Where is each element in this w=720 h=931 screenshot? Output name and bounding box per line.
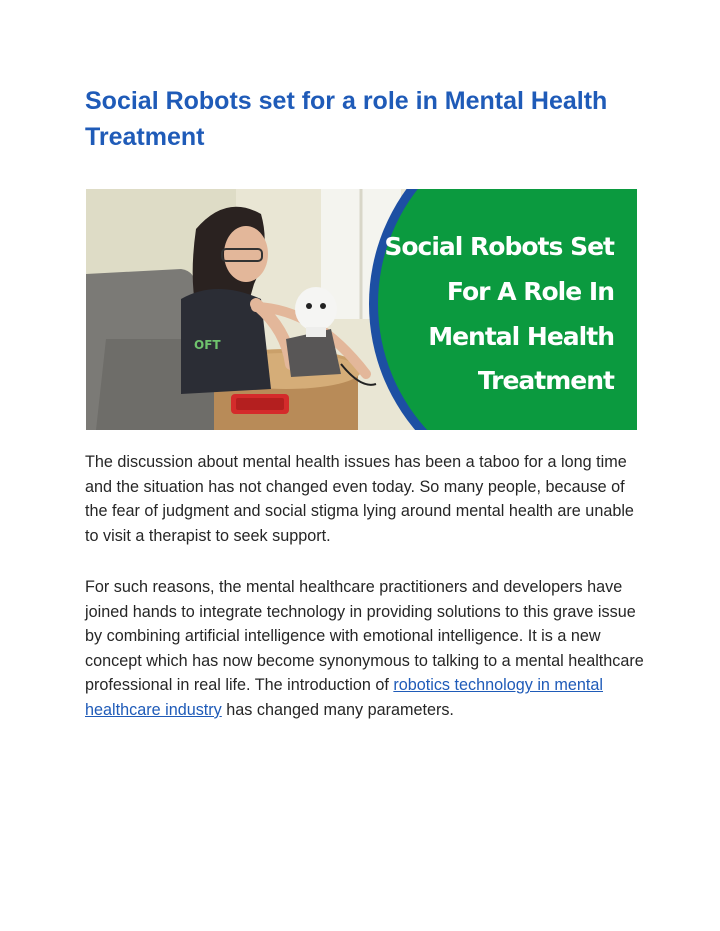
hero-banner-image [86,189,637,430]
page-title: Social Robots set for a role in Mental Health Treatment [85,87,608,151]
body-paragraph-2 [85,575,645,723]
banner-line-1: Social Robots Set [384,232,614,261]
paragraph-2-text: For such reasons, the mental healthcare practitioners and developers have joined hands to integrate technology in providing solutions to this grave issue by combining artificial intelligence with emotional intelligence. It is a new concept which has now become synonymous to talking to a mental healthcare professional in real life. The introduction of [85,578,644,695]
svg-text:OFT: OFT [194,338,221,352]
paragraph-2-end: has changed many parameters. [221,700,454,719]
banner-line-4: Treatment [477,366,614,395]
body-paragraph-1: The discussion about mental health issues has been a taboo for a long time and the situation has not changed even today. So many people, because of the fear of judgment and social stigma lying around mental health are unable to visit a therapist to seek support. [85,453,634,545]
banner-line-2: For A Role In [446,277,614,306]
robotics-technology-link[interactable]: robotics technology in mental healthcare industry [85,676,603,719]
banner-line-3: Mental Health [428,322,614,351]
